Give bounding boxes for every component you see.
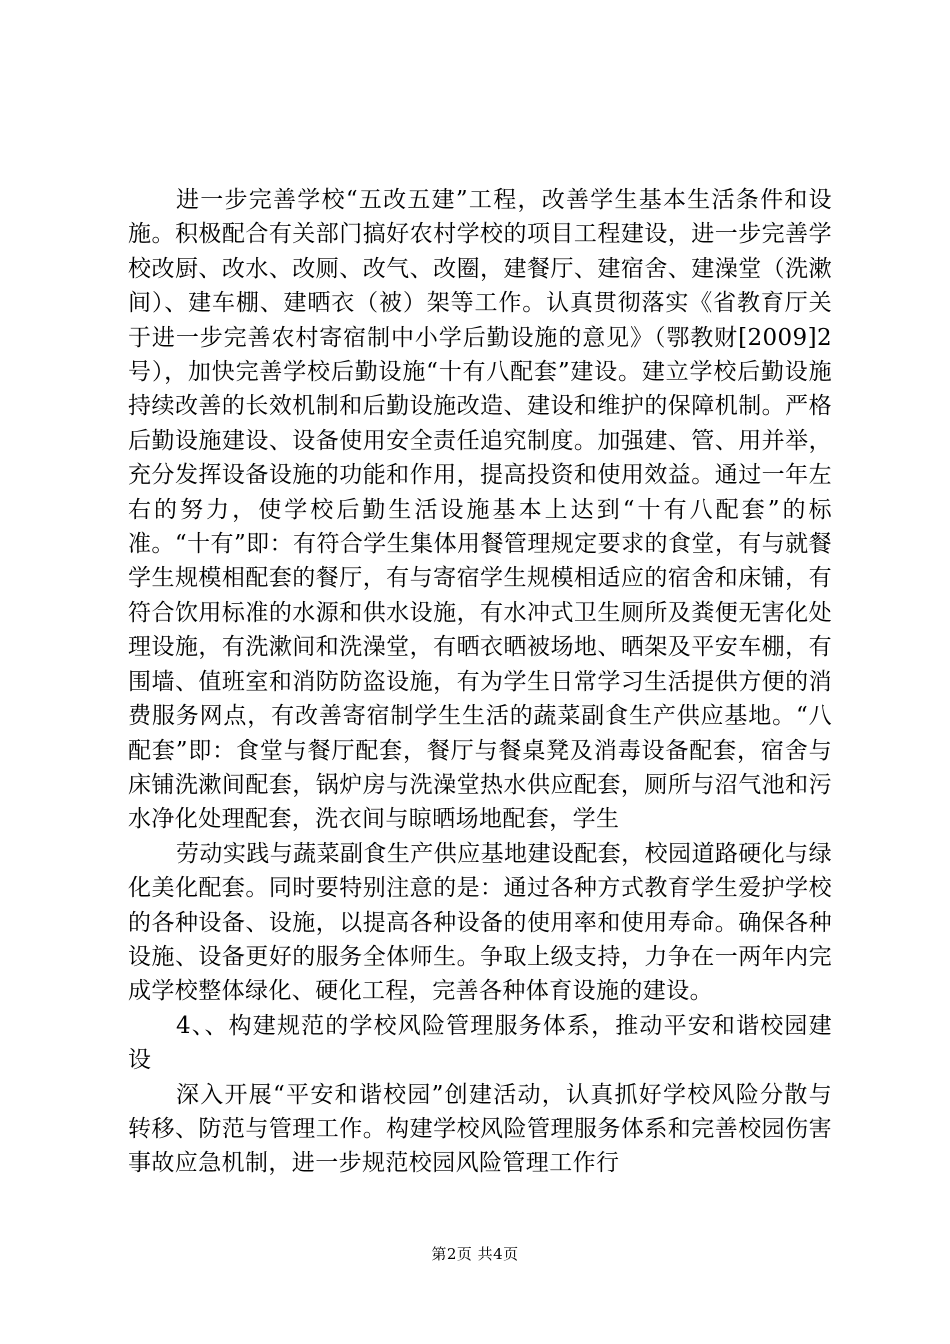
body-text (128, 183, 832, 1181)
section-heading-risk-management: 4、、构建规范的学校风险管理服务体系，推动平安和谐校园建设 (128, 1012, 832, 1074)
paragraph-logistics-facilities: 进一步完善学校“五改五建”工程，改善学生基本生活条件和设施。积极配合有关部门搞好农村学校的项目工程建设，进一步完善学校改厨、改水、改厕、改气、改圈，建餐厅、建宿舍、建澡堂（洗漱间）、建车棚、建晒衣（被）架等工作。认真贯彻落实《省教育厅关于进一步完善农村寄宿制中小学后勤设施的意见》（鄂教财[2009]2号），加快完善学校后勤设施“十有八配套”建设。建立学校后勤设施持续改善的长效机制和后勤设施改造、建设和维护的保障机制。严格后勤设施建设、设备使用安全责任追究制度。加强建、管、用并举，充分发挥设备设施的功能和作用，提高投资和使用效益。通过一年左右的努力，使学校后勤生活设施基本上达到“十有八配套”的标准。“十有”即：有符合学生集体用餐管理规定要求的食堂，有与就餐学生规模相配套的餐厅，有与寄宿学生规模相适应的宿舍和床铺，有符合饮用标准的水源和供水设施，有水冲式卫生厕所及粪便无害化处理设施，有洗漱间和洗澡堂，有晒衣晒被场地、晒架及平安车棚，有围墙、值班室和消防防盗设施，有为学生日常学习生活提供方便的消费服务网点，有改善寄宿制学生生活的蔬菜副食生产供应基地。“八配套”即：食堂与餐厅配套，餐厅与餐桌凳及消毒设备配套，宿舍与床铺洗漱间配套，锅炉房与洗澡堂热水供应配套，厕所与沼气池和污水净化处理配套，洗衣间与晾晒场地配套，学生 (128, 187, 832, 833)
paragraph-campus-greening: 劳动实践与蔬菜副食生产供应基地建设配套，校园道路硬化与绿化美化配套。同时要特别注意的是：通过各种方式教育学生爱护学校的各种设备、设施，以提高各种设备的使用率和使用寿命。确保各种设施、设备更好的服务全体师生。争取上级支持，力争在一两年内完成学校整体绿化、硬化工程，完善各种体育设施的建设。 (128, 840, 832, 1005)
paragraph-safe-campus: 深入开展“平安和谐校园”创建活动，认真抓好学校风险分散与转移、防范与管理工作。构建学校风险管理服务体系和完善校园伤害事故应急机制，进一步规范校园风险管理工作行 (128, 1081, 832, 1177)
page-footer (0, 1244, 950, 1264)
page-number: 第2页 共4页 (431, 1245, 519, 1263)
